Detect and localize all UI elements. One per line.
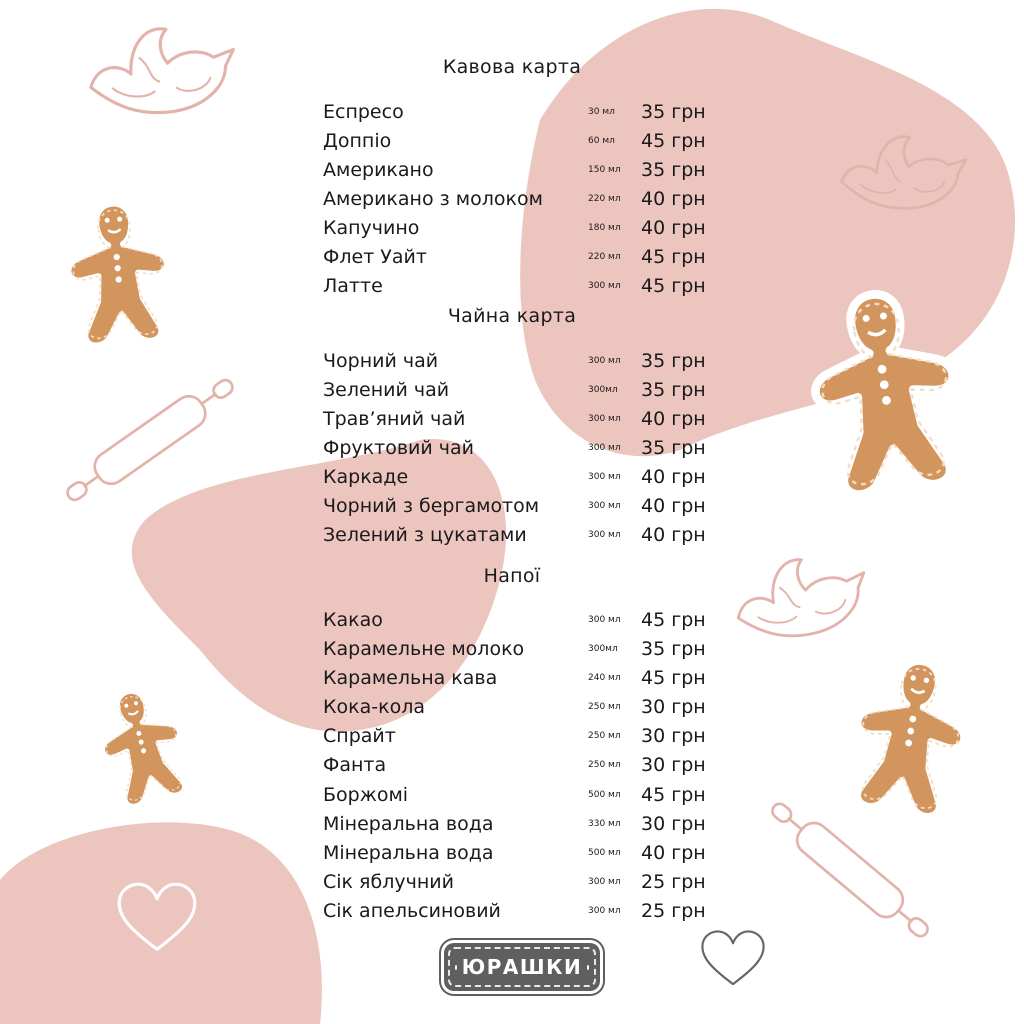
rolling-pin-outline-icon xyxy=(764,794,937,946)
item-volume: 240 мл xyxy=(588,673,621,683)
item-name: Еспресо xyxy=(323,101,404,123)
menu-item xyxy=(323,376,723,405)
item-price: 45 грн xyxy=(641,130,706,152)
item-volume: 300 мл xyxy=(588,443,621,453)
logo-dot-icon xyxy=(455,965,457,970)
logo-text: ЮРАШКИ xyxy=(461,955,583,979)
item-price: 30 грн xyxy=(641,754,706,776)
item-name: Чорний з бергамотом xyxy=(323,495,540,517)
menu-item xyxy=(323,897,723,926)
menu-item xyxy=(323,214,723,243)
item-name: Американо xyxy=(323,159,434,181)
item-volume: 300 мл xyxy=(588,877,621,887)
item-name: Сік апельсиновий xyxy=(323,900,501,922)
menu-item xyxy=(323,664,723,693)
item-volume: 330 мл xyxy=(588,819,621,829)
item-name: Зелений чай xyxy=(323,379,450,401)
gingerbread-man-icon xyxy=(90,682,195,811)
logo-dot-icon xyxy=(587,965,589,970)
menu-item xyxy=(323,722,723,751)
menu-item xyxy=(323,868,723,897)
item-price: 40 грн xyxy=(641,524,706,546)
pink-blob-bottom-left xyxy=(0,822,322,1024)
item-price: 35 грн xyxy=(641,101,706,123)
item-name: Мінеральна вода xyxy=(323,813,494,835)
item-name: Карамельна кава xyxy=(323,667,498,689)
item-volume: 300 мл xyxy=(588,281,621,291)
menu-item xyxy=(323,839,723,868)
item-price: 45 грн xyxy=(641,246,706,268)
menu-item xyxy=(323,243,723,272)
item-volume: 60 мл xyxy=(588,136,615,146)
item-price: 35 грн xyxy=(641,638,706,660)
item-volume: 300мл xyxy=(588,385,618,395)
item-volume: 250 мл xyxy=(588,702,621,712)
heart-outline-icon xyxy=(702,931,763,984)
item-price: 30 грн xyxy=(641,696,706,718)
item-price: 25 грн xyxy=(641,900,706,922)
item-name: Латте xyxy=(323,275,383,297)
menu-item xyxy=(323,635,723,664)
menu-item xyxy=(323,185,723,214)
item-price: 35 грн xyxy=(641,437,706,459)
item-name: Каркаде xyxy=(323,466,409,488)
item-price: 35 грн xyxy=(641,159,706,181)
bird-cookie-outline-icon xyxy=(728,543,876,651)
menu-item xyxy=(323,810,723,839)
item-volume: 30 мл xyxy=(588,107,615,117)
menu-item xyxy=(323,606,723,635)
item-volume: 500 мл xyxy=(588,790,621,800)
item-volume: 300 мл xyxy=(588,530,621,540)
item-price: 40 грн xyxy=(641,188,706,210)
menu-item xyxy=(323,492,723,521)
menu-item xyxy=(323,781,723,810)
item-price: 45 грн xyxy=(641,667,706,689)
menu-item xyxy=(323,156,723,185)
section-title-coffee: Кавова карта xyxy=(442,56,582,78)
item-name: Американо з молоком xyxy=(323,188,543,210)
menu-item xyxy=(323,521,723,550)
item-volume: 500 мл xyxy=(588,848,621,858)
item-name: Фруктовий чай xyxy=(323,437,474,459)
item-name: Капучино xyxy=(323,217,420,239)
item-volume: 300 мл xyxy=(588,356,621,366)
section-title-tea: Чайна карта xyxy=(447,305,577,327)
item-price: 25 грн xyxy=(641,871,706,893)
item-price: 40 грн xyxy=(641,217,706,239)
item-name: Боржомі xyxy=(323,784,409,806)
item-volume: 300 мл xyxy=(588,472,621,482)
item-price: 30 грн xyxy=(641,813,706,835)
menu-item xyxy=(323,347,723,376)
item-price: 35 грн xyxy=(641,350,706,372)
menu-item xyxy=(323,272,723,301)
item-price: 40 грн xyxy=(641,842,706,864)
item-name: Какао xyxy=(323,609,383,631)
item-name: Доппіо xyxy=(323,130,392,152)
item-volume: 300 мл xyxy=(588,906,621,916)
menu-item xyxy=(323,751,723,780)
logo-frame xyxy=(448,947,596,987)
section-title-drinks: Напої xyxy=(483,565,541,587)
item-price: 45 грн xyxy=(641,609,706,631)
item-price: 40 грн xyxy=(641,466,706,488)
item-volume: 180 мл xyxy=(588,223,621,233)
menu-item xyxy=(323,127,723,156)
menu-item xyxy=(323,405,723,434)
item-volume: 250 мл xyxy=(588,760,621,770)
item-name: Флет Уайт xyxy=(323,246,427,268)
item-volume: 220 мл xyxy=(588,252,621,262)
item-name: Фанта xyxy=(323,754,387,776)
item-name: Трав’яний чай xyxy=(323,408,466,430)
item-price: 40 грн xyxy=(641,495,706,517)
item-name: Кока-кола xyxy=(323,696,425,718)
menu-item xyxy=(323,693,723,722)
item-name: Мінеральна вода xyxy=(323,842,494,864)
item-name: Сік яблучний xyxy=(323,871,454,893)
brand-logo xyxy=(444,943,600,991)
item-volume: 250 мл xyxy=(588,731,621,741)
item-name: Карамельне молоко xyxy=(323,638,525,660)
item-price: 40 грн xyxy=(641,408,706,430)
menu-item xyxy=(323,434,723,463)
menu-item xyxy=(323,463,723,492)
item-name: Спрайт xyxy=(323,725,396,747)
item-volume: 220 мл xyxy=(588,194,621,204)
item-volume: 150 мл xyxy=(588,165,621,175)
item-price: 45 грн xyxy=(641,275,706,297)
item-price: 45 грн xyxy=(641,784,706,806)
menu-item xyxy=(323,98,723,127)
gingerbread-man-icon xyxy=(844,653,975,821)
item-volume: 300мл xyxy=(588,644,618,654)
item-volume: 300 мл xyxy=(588,414,621,424)
item-name: Зелений з цукатами xyxy=(323,524,527,546)
item-name: Чорний чай xyxy=(323,350,439,372)
item-volume: 300 мл xyxy=(588,501,621,511)
item-price: 30 грн xyxy=(641,725,706,747)
item-volume: 300 мл xyxy=(588,615,621,625)
item-price: 35 грн xyxy=(641,379,706,401)
